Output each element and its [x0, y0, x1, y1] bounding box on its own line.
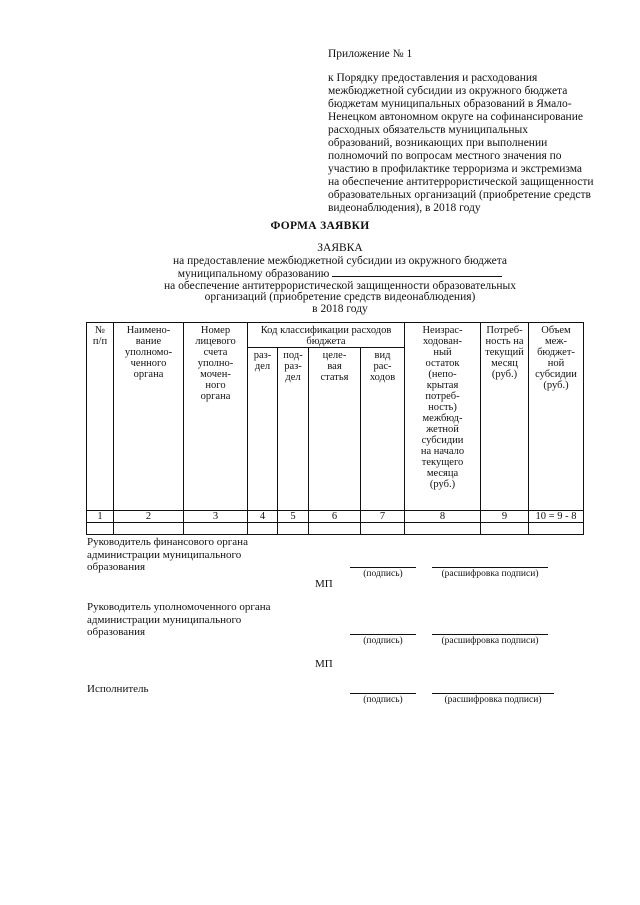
table-cell[interactable] — [87, 523, 114, 535]
auth-signature-line[interactable] — [350, 634, 416, 635]
table-cell[interactable] — [184, 523, 248, 535]
table-cell[interactable] — [114, 523, 184, 535]
col-header-no — [87, 323, 114, 511]
table-cell[interactable] — [481, 523, 529, 535]
column-number: 2 — [114, 511, 184, 523]
application-table — [86, 322, 584, 535]
column-number: 1 — [87, 511, 114, 523]
col-header-name — [114, 323, 184, 511]
col-header-need-text: Потреб- ность на текущий месяц (руб.) — [485, 325, 524, 380]
appendix-title: Приложение № 1 — [328, 48, 413, 60]
column-number: 3 — [184, 511, 248, 523]
table-cell[interactable] — [405, 523, 481, 535]
application-title: ЗАЯВКА — [317, 242, 363, 254]
header-line-5: в 2018 году — [312, 302, 368, 315]
sub-header-vid-text: вид рас- ходов — [369, 350, 396, 383]
column-number: 10 = 9 - 8 — [529, 511, 584, 523]
appendix-block — [328, 48, 613, 215]
column-number: 6 — [309, 511, 361, 523]
fin-head-label: Руководитель финансового органа администрации муниципального образования — [87, 536, 248, 573]
col-header-name-text: Наимено- вание уполномо- ченного органа — [124, 325, 173, 380]
table-cell[interactable] — [278, 523, 309, 535]
col-header-need — [481, 323, 529, 511]
column-number-row — [87, 511, 584, 523]
header-line-1: на предоставление межбюджетной субсидии из окружного бюджета — [173, 254, 507, 267]
col-header-account — [184, 323, 248, 511]
sub-header-podrazdel — [278, 348, 309, 511]
col-header-no-text: № п/п — [92, 325, 108, 347]
auth-signature-caption: (подпись) — [363, 636, 403, 646]
municipality-blank-field[interactable] — [332, 267, 502, 277]
col-header-remainder-text: Неизрас- ходован- ный остаток (непо- крытая потреб- ность) межбюд- жетной субсидии на начало текущего месяца (руб.) — [420, 325, 465, 490]
appendix-text: к Порядку предоставления и расходования межбюджетной субсидии из окружного бюджета бюджетам муниципальных образований в Ямало- Ненецком автономном округе на софинансирование расходных обязательств муниципальных образований, возникающих при выполнении полномочий по вопросам местного значения по участию в профилактике терроризма и экстремизма на обеспечение антитеррористической защищенности образовательных организаций (приобретение средств видеонаблюдения), в 2018 году — [328, 72, 594, 214]
sub-header-target — [309, 348, 361, 511]
executor-decode-caption: (расшифровка подписи) — [444, 695, 542, 705]
header-line-3: на обеспечение антитеррористической защищенности образовательных — [164, 279, 516, 292]
column-number: 7 — [361, 511, 405, 523]
sub-header-razdel — [248, 348, 278, 511]
table-cell[interactable] — [309, 523, 361, 535]
sub-header-podrazdel-text: под- раз- дел — [283, 350, 303, 383]
table-cell[interactable] — [361, 523, 405, 535]
application-header — [100, 243, 580, 315]
col-header-code-text: Код классификации расходов бюджета — [260, 325, 392, 347]
sub-header-target-text: целе- вая статья — [320, 350, 349, 383]
empty-data-row — [87, 523, 584, 535]
auth-head-label: Руководитель уполномоченного органа администрации муниципального образования — [87, 601, 271, 638]
stamp-place-1: МП — [315, 578, 333, 590]
header-line-4: организаций (приобретение средств видеонаблюдения) — [204, 291, 476, 303]
sub-header-vid — [361, 348, 405, 511]
col-header-code — [248, 323, 405, 348]
column-number: 8 — [405, 511, 481, 523]
fin-signature-line[interactable] — [350, 567, 416, 568]
sub-header-razdel-text: раз- дел — [253, 350, 272, 372]
executor-decode-line[interactable] — [432, 693, 554, 694]
form-title: ФОРМА ЗАЯВКИ — [270, 220, 370, 232]
table-cell[interactable] — [529, 523, 584, 535]
col-header-volume — [529, 323, 584, 511]
col-header-account-text: Номер лицевого счета уполно- мочен- ного органа — [195, 325, 236, 402]
executor-signature-line[interactable] — [350, 693, 416, 694]
col-header-volume-text: Объем меж- бюджет- ной субсидии (руб.) — [535, 325, 577, 391]
fin-decode-line[interactable] — [432, 567, 548, 568]
column-number: 5 — [278, 511, 309, 523]
header-line-2-wrap — [100, 267, 580, 281]
header-line-2: муниципальному образованию — [177, 268, 330, 280]
auth-decode-caption: (расшифровка подписи) — [441, 636, 539, 646]
executor-label: Исполнитель — [87, 683, 149, 695]
table-cell[interactable] — [248, 523, 278, 535]
auth-decode-line[interactable] — [432, 634, 548, 635]
column-number: 9 — [481, 511, 529, 523]
executor-signature-caption: (подпись) — [363, 695, 403, 705]
fin-decode-caption: (расшифровка подписи) — [441, 569, 539, 579]
stamp-place-2: МП — [315, 658, 333, 670]
fin-signature-caption: (подпись) — [363, 569, 403, 579]
col-header-remainder — [405, 323, 481, 511]
column-number: 4 — [248, 511, 278, 523]
